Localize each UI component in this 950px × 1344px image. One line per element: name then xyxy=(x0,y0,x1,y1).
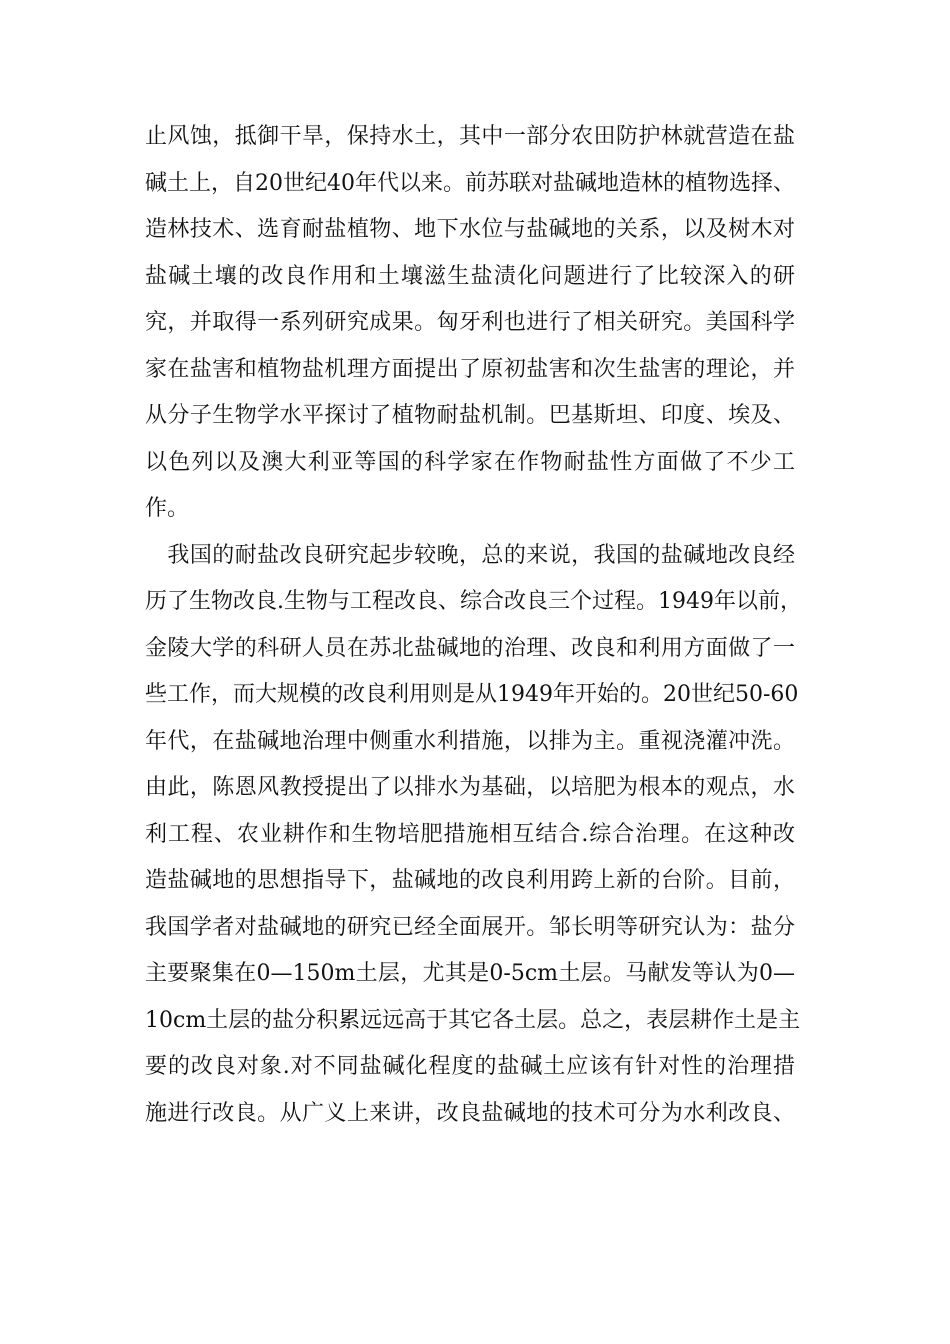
text-line: 以色列以及澳大利亚等国的科学家在作物耐盐性方面做了不少工 xyxy=(145,449,795,475)
text-line: 盐碱土壤的改良作用和土壤滋生盐渍化问题进行了比较深入的研 xyxy=(145,263,795,289)
text-line: 年代，在盐碱地治理中侧重水利措施，以排为主。重视浇灌冲洗。 xyxy=(145,728,795,754)
text-line: 主要聚集在0—150m土层，尤其是0-5cm土层。马献发等认为0— xyxy=(145,961,795,986)
text-line: 碱土上，自20世纪40年代以来。前苏联对盐碱地造林的植物选择、 xyxy=(145,170,795,196)
text-line: 究，并取得一系列研究成果。匈牙利也进行了相关研究。美国科学 xyxy=(145,310,795,335)
text-line: 历了生物改良.生物与工程改良、综合改良三个过程。1949年以前， xyxy=(145,589,802,614)
text-line: 施进行改良。从广义上来讲，改良盐碱地的技术可分为水利改良、 xyxy=(145,1100,795,1126)
paragraph-2 xyxy=(145,533,802,1138)
text-line: 利工程、农业耕作和生物培肥措施相互结合.综合治理。在这种改 xyxy=(145,821,795,847)
text-line: 些工作，而大规模的改良利用则是从1949年开始的。20世纪50-60 xyxy=(145,682,799,707)
document-body xyxy=(145,114,802,1137)
text-line: 10cm土层的盐分积累远远高于其它各土层。总之，表层耕作土是主 xyxy=(145,1007,801,1033)
text-line: 造林技术、选育耐盐植物、地下水位与盐碱地的关系，以及树木对 xyxy=(145,217,795,242)
text-line: 作。 xyxy=(145,496,190,521)
text-line: 要的改良对象.对不同盐碱化程度的盐碱土应该有针对性的治理措 xyxy=(145,1054,795,1079)
paragraph-1 xyxy=(145,114,795,533)
text-line: 我国学者对盐碱地的研究已经全面展开。邹长明等研究认为：盐分 xyxy=(145,914,795,940)
text-line: 家在盐害和植物盐机理方面提出了原初盐害和次生盐害的理论，并 xyxy=(145,356,795,382)
text-line: 金陵大学的科研人员在苏北盐碱地的治理、改良和利用方面做了一 xyxy=(145,635,795,661)
text-line: 我国的耐盐改良研究起步较晚，总的来说，我国的盐碱地改良经 xyxy=(145,542,795,568)
text-line: 由此，陈恩风教授提出了以排水为基础，以培肥为根本的观点，水 xyxy=(145,775,795,800)
text-line: 从分子生物学水平探讨了植物耐盐机制。巴基斯坦、印度、埃及、 xyxy=(145,403,795,428)
text-line: 造盐碱地的思想指导下，盐碱地的改良利用跨上新的台阶。目前， xyxy=(145,868,795,893)
text-line: 止风蚀，抵御干旱，保持水土，其中一部分农田防护林就营造在盐 xyxy=(145,124,795,149)
